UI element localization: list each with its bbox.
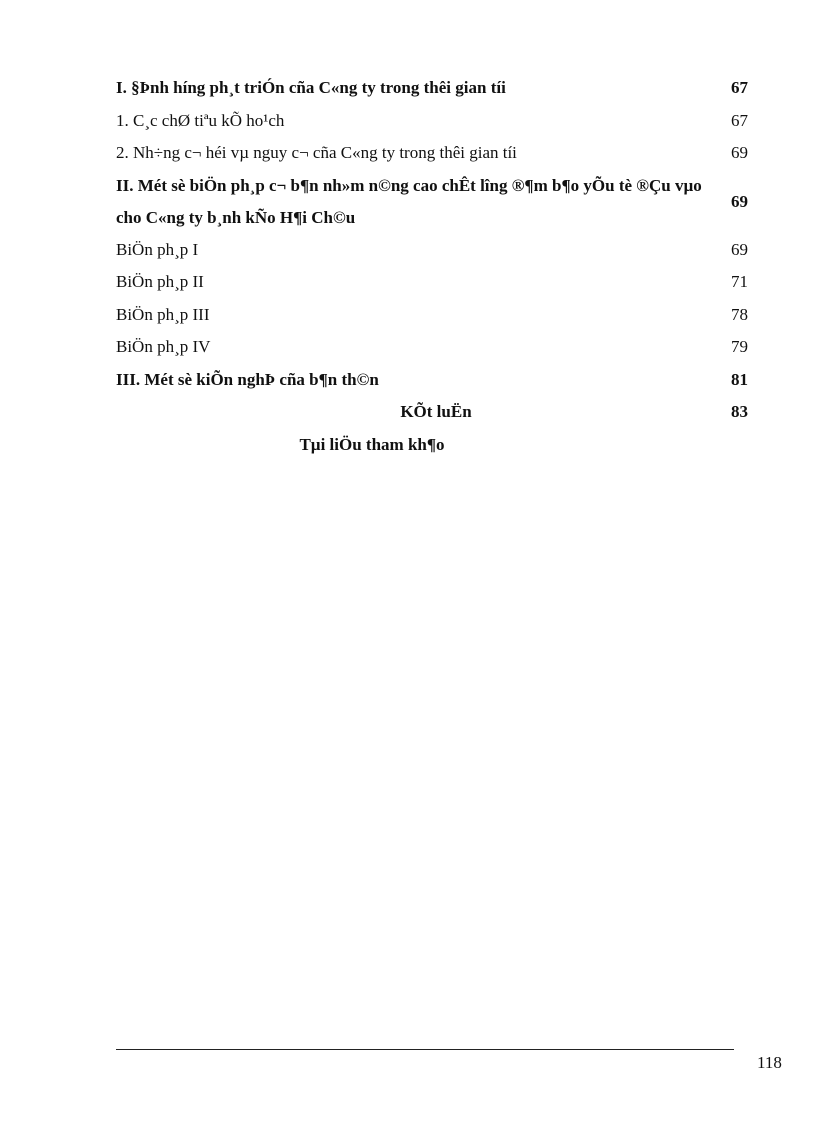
toc-entry-label: III. Mét sè kiÕn nghÞ cña b¶n th©n bbox=[116, 369, 379, 389]
toc-entry-conclusion[interactable] bbox=[116, 396, 748, 429]
toc-entry-label: 1. C¸c chØ tiªu kÕ ho¹ch bbox=[116, 110, 285, 130]
toc-entry-measure-ii[interactable] bbox=[116, 266, 748, 299]
toc-entry-page: 69 bbox=[731, 143, 748, 162]
toc-entry-label: I. §Þnh híng ph¸t triÓn cña C«ng ty trong thêi gian tíi bbox=[116, 78, 506, 97]
toc-entry-measure-i[interactable] bbox=[116, 234, 748, 267]
toc-entry-opportunities[interactable] bbox=[116, 137, 748, 170]
toc-entry-page: 69 bbox=[731, 191, 748, 211]
table-of-contents bbox=[116, 72, 748, 461]
toc-entry-section-ii[interactable] bbox=[116, 170, 748, 234]
toc-entry-section-i[interactable] bbox=[116, 72, 748, 105]
toc-entry-page: 71 bbox=[731, 272, 748, 291]
toc-entry-page: 67 bbox=[731, 78, 748, 97]
toc-entry-label: 2. Nh÷ng c¬ héi vµ nguy c¬ cña C«ng ty trong thêi gian tíi bbox=[116, 143, 517, 162]
toc-entry-page: 81 bbox=[731, 369, 748, 389]
page-number: 118 bbox=[757, 1053, 782, 1072]
toc-entry-measure-iii[interactable] bbox=[116, 299, 748, 332]
toc-entry-page: 69 bbox=[731, 239, 748, 259]
toc-entry-label: BiÖn ph¸p IV bbox=[116, 337, 211, 356]
toc-entry-label: KÕt luËn bbox=[400, 402, 472, 421]
toc-entry-label: Tµi liÖu tham kh¶o bbox=[299, 434, 445, 454]
toc-entry-label: II. Mét sè biÖn ph¸p c¬ b¶n nh»m n©ng cao chÊt lîng ®¶m b¶o yÕu tè ®Çu vµo cho C«ng ty b¸nh kÑo H¶i Ch©u bbox=[116, 175, 702, 227]
toc-entry-label: BiÖn ph¸p I bbox=[116, 239, 199, 259]
toc-entry-references[interactable] bbox=[116, 429, 748, 462]
toc-entry-page: 79 bbox=[731, 337, 748, 356]
toc-entry-measure-iv[interactable] bbox=[116, 331, 748, 364]
footer-divider bbox=[116, 1049, 734, 1050]
toc-entry-page: 67 bbox=[731, 110, 748, 130]
toc-entry-plan-targets[interactable] bbox=[116, 105, 748, 138]
toc-entry-page: 78 bbox=[731, 304, 748, 324]
toc-entry-section-iii[interactable] bbox=[116, 364, 748, 397]
toc-entry-page: 83 bbox=[731, 402, 748, 421]
toc-entry-label: BiÖn ph¸p III bbox=[116, 304, 210, 324]
toc-entry-label: BiÖn ph¸p II bbox=[116, 272, 204, 291]
